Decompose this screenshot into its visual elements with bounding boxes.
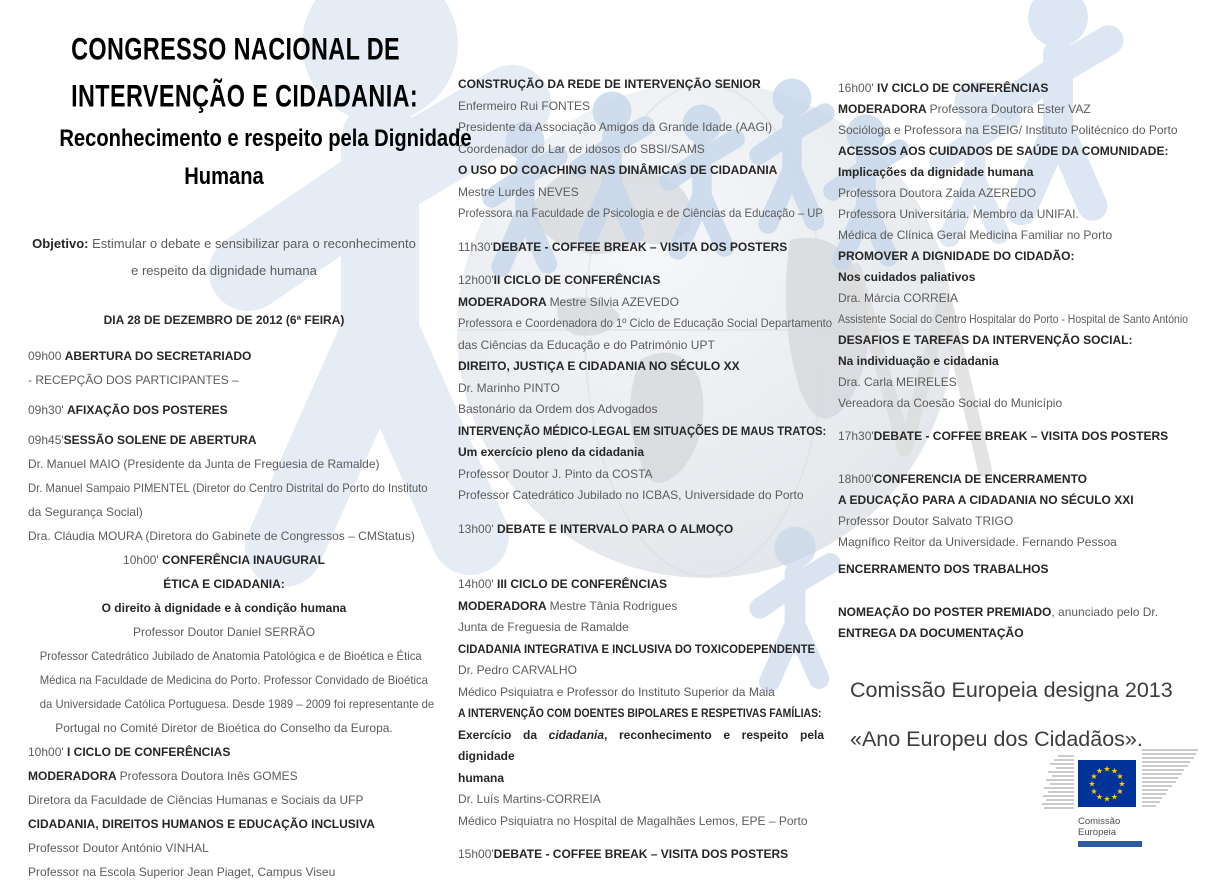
text: Bastonário da Ordem dos Advogados: [458, 402, 658, 416]
program-line: [458, 237, 824, 259]
bold-text: CIDADANIA INTEGRATIVA E INCLUSIVA DO TOXICODEPENDENTE: [458, 641, 816, 656]
text: Professora Universitária. Membro da UNIFAI.: [838, 207, 1079, 221]
program-line: [458, 182, 824, 204]
text: Humana: [184, 163, 264, 190]
program-line: [28, 716, 420, 740]
program-line: [458, 356, 824, 378]
program-line: [28, 764, 420, 788]
program-line: [28, 428, 420, 452]
text: Dr. Marinho PINTO: [458, 380, 560, 395]
program-line: [28, 524, 420, 548]
program-line: [838, 309, 1188, 330]
program-line: [458, 725, 824, 768]
bold-text: MODERADORA: [838, 102, 930, 116]
program-line: [458, 335, 824, 357]
bold-text: DESAFIOS E TAREFAS DA INTERVENÇÃO SOCIAL:: [838, 333, 1133, 347]
text: Professora e Coordenadora do 1º Ciclo de Educação Social Departamento: [458, 316, 833, 330]
program-line: [838, 559, 1218, 580]
program-line: [458, 485, 824, 507]
program-line: [39, 644, 422, 668]
text: Dra. Márcia CORREIA: [838, 291, 959, 305]
text: Junta de Freguesia de Ramalde: [458, 620, 629, 634]
bold-text: INTERVENÇÃO MÉDICO-LEGAL EM SITUAÇÕES DE MAUS TRATOS:: [458, 423, 827, 438]
program-line: [28, 398, 420, 422]
middle-column: [458, 74, 833, 866]
text: 16h00': [838, 81, 877, 95]
bold-text: AFIXAÇÃO DOS POSTERES: [67, 403, 228, 417]
text: - RECEPÇÃO DOS PARTICIPANTES –: [28, 373, 239, 387]
text: INTERVENÇÃO E CIDADANIA:: [71, 79, 419, 114]
congress-subtitle-line: [59, 158, 388, 196]
program-line: [28, 596, 420, 620]
text: Médica na Faculdade de Medicina do Porto. Professor Convidado de Bioética: [39, 673, 428, 687]
bold-text: DEBATE - COFFEE BREAK – VISITA DOS POSTERS: [873, 429, 1169, 443]
text: Professora Doutora Zaida AZEREDO: [838, 186, 1037, 200]
text: Professora Doutora Ester VAZ: [929, 102, 1091, 116]
program-line: [838, 372, 1218, 393]
svg-text:★: ★: [1103, 794, 1111, 804]
program-line: [458, 789, 824, 811]
program-line: [458, 203, 823, 225]
bold-text: ACESSOS AOS CUIDADOS DE SAÚDE DA COMUNIDADE:: [838, 144, 1169, 158]
bold-text: MODERADORA: [458, 598, 550, 613]
bold-text: III CICLO DE CONFERÊNCIAS: [497, 577, 668, 591]
text: Mestre Sílvia AZEVEDO: [549, 294, 679, 309]
program-line: [458, 96, 824, 118]
svg-text:★: ★: [1103, 764, 1111, 774]
text: Diretora da Faculdade de Ciências Humanas e Sociais da UFP: [28, 793, 364, 807]
text: das Ciências da Educação e do Património UPT: [458, 337, 715, 352]
announcement-line: [838, 666, 1218, 715]
text: Dr. Manuel Sampaio PIMENTEL (Diretor do Centro Distrital do Porto do Instituto: [28, 481, 428, 495]
bold-text: ABERTURA DO SECRETARIADO: [64, 349, 252, 363]
svg-text:★: ★: [1090, 787, 1098, 796]
svg-text:★: ★: [1095, 792, 1104, 802]
program-line: [458, 844, 824, 866]
text: 15h00': [458, 847, 494, 861]
program-line: [838, 532, 1218, 553]
text: DIA 28 DE DEZEMBRO DE 2012 (6ª FEIRA): [103, 313, 345, 327]
program-line: [458, 378, 824, 400]
program-line: [838, 183, 1218, 204]
text: CONGRESSO NACIONAL DE: [71, 32, 401, 67]
text: Estimular o debate e sensibilizar para o reconhecimento: [88, 236, 416, 251]
program-line: [838, 511, 1218, 532]
program-line: [28, 368, 420, 392]
program-line: [28, 860, 420, 884]
text: da Segurança Social): [28, 505, 143, 519]
bold-text: MODERADORA: [458, 294, 550, 309]
svg-text:★: ★: [1116, 772, 1124, 781]
program-line: [39, 692, 435, 716]
text: , anunciado pelo Dr.: [1051, 605, 1159, 619]
bold-text: A INTERVENÇÃO COM DOENTES BIPOLARES E RESPETIVAS FAMÍLIAS:: [458, 706, 822, 720]
text: 09h00: [28, 349, 65, 363]
text: Médico Psiquiatra no Hospital de Magalhães Lemos, EPE – Porto: [458, 813, 808, 828]
bold-text: CONFERÊNCIA INAUGURAL: [162, 553, 325, 567]
bold-text: Exercício da: [458, 727, 549, 742]
program-line: [28, 620, 420, 644]
program-line: [458, 811, 824, 833]
bold-text: IV CICLO DE CONFERÊNCIAS: [877, 81, 1049, 95]
bold-text: Objetivo:: [32, 236, 89, 251]
bold-text: DIREITO, JUSTIÇA E CIDADANIA NO SÉCULO XX: [458, 359, 740, 373]
text: 09h30': [28, 403, 67, 417]
program-line: [838, 225, 1218, 246]
text: e respeito da dignidade humana: [131, 263, 317, 278]
bold-text: O direito à dignidade e à condição humana: [101, 601, 347, 615]
bold-text: CONSTRUÇÃO DA REDE DE INTERVENÇÃO SENIOR: [458, 77, 761, 91]
bold-text: DEBATE - COFFEE BREAK – VISITA DOS POSTERS: [493, 847, 789, 861]
program-line: [838, 330, 1218, 351]
program-line: [28, 476, 428, 500]
ec-logo-text-line2: Europeia: [1078, 827, 1117, 838]
program-line: [28, 572, 420, 596]
text: Assistente Social do Centro Hospitalar do Porto - Hospital de Santo António: [838, 312, 1188, 326]
svg-text:★: ★: [1110, 766, 1119, 776]
objective-line: [28, 257, 420, 284]
program-line: [458, 292, 824, 314]
text: Professor Doutor J. Pinto da COSTA: [458, 466, 653, 481]
bold-text: Um exercício pleno da cidadania: [458, 445, 645, 459]
text: 11h30': [458, 239, 493, 254]
program-line: [458, 660, 824, 682]
program-line: [28, 812, 420, 836]
program-line: [838, 623, 1218, 644]
program-line: [28, 344, 420, 368]
ec-logo-underline: [1078, 841, 1142, 847]
program-line: [458, 574, 824, 596]
program-line: [39, 668, 428, 692]
text: Magnífico Reitor da Universidade. Fernando Pessoa: [838, 535, 1117, 549]
program-line: [458, 768, 824, 790]
text: Professor Catedrático Jubilado no ICBAS, Universidade do Porto: [458, 488, 804, 502]
text: 14h00': [458, 577, 497, 591]
bold-text: II CICLO DE CONFERÊNCIAS: [493, 273, 661, 287]
bold-text: A EDUCAÇÃO PARA A CIDADANIA NO SÉCULO XXI: [838, 493, 1134, 507]
text: Reconhecimento e respeito pela Dignidade: [59, 125, 472, 152]
svg-text:★: ★: [1116, 787, 1124, 796]
text: 09h45': [28, 433, 64, 447]
text: Mestre Tânia Rodrigues: [549, 598, 678, 613]
text: 13h00': [458, 521, 497, 536]
congress-title-line: [71, 25, 401, 74]
program-line: [458, 421, 827, 443]
program-line: [458, 682, 824, 704]
program-line: [458, 399, 824, 421]
bold-text: humana: [458, 770, 505, 785]
program-line: [838, 426, 1218, 447]
program-line: [838, 162, 1218, 183]
ec-building-lines-left: [1042, 756, 1074, 808]
text: da Universidade Católica Portuguesa. Desde 1989 – 2009 foi representante de: [39, 697, 435, 711]
text: Mestre Lurdes NEVES: [458, 184, 579, 199]
program-line: [28, 740, 420, 764]
ec-building-lines-right: [1142, 750, 1198, 806]
program-line: [838, 267, 1218, 288]
program-line: [458, 596, 824, 618]
text: Socióloga e Professora na ESEIG/ Instituto Politécnico do Porto: [838, 123, 1178, 137]
text: Dra. Carla MEIRELES: [838, 375, 957, 389]
program-line: [458, 117, 824, 139]
svg-text:★: ★: [1088, 779, 1096, 789]
text: Professor na Escola Superior Jean Piaget, Campus Viseu: [28, 865, 336, 879]
text: Professor Doutor Daniel SERRÃO: [132, 625, 316, 639]
bold-text: MODERADORA: [28, 769, 120, 783]
bold-text: Implicações da dignidade humana: [838, 165, 1034, 179]
program-line: [458, 313, 833, 335]
ec-logo-graphic: [1038, 744, 1208, 860]
text: Portugal no Comité Diretor de Bioética do Conselho da Europa.: [55, 721, 393, 735]
program-line: [458, 139, 824, 161]
text: Dra. Cláudia MOURA (Diretora do Gabinete de Congressos – CMStatus): [28, 529, 415, 543]
text: Dr. Luís Martins-CORREIA: [458, 792, 601, 806]
program-line: [28, 452, 420, 476]
program-line: [458, 464, 824, 486]
bold-text: ENTREGA DA DOCUMENTAÇÃO: [838, 626, 1024, 640]
text: Comissão Europeia designa 2013: [850, 678, 1173, 702]
objective-line: [28, 230, 420, 257]
bold-text: PROMOVER A DIGNIDADE DO CIDADÃO:: [838, 249, 1075, 263]
bold-text: ENCERRAMENTO DOS TRABALHOS: [838, 562, 1049, 576]
text: 12h00': [458, 273, 494, 287]
program-line: [838, 602, 1218, 623]
text: Professor Doutor António VINHAL: [28, 841, 209, 855]
left-column: [28, 26, 472, 884]
bold-text: , reconhecimento e respeito pela dignidade: [458, 727, 824, 763]
program-line: [458, 519, 824, 541]
program-line: [838, 393, 1218, 414]
program-line: [458, 74, 824, 96]
text: Professor Doutor Salvato TRIGO: [838, 514, 1014, 528]
program-line: [838, 141, 1218, 162]
program-line: [838, 351, 1218, 372]
bold-text: NOMEAÇÃO DO POSTER PREMIADO: [838, 605, 1052, 619]
program-line: [838, 99, 1218, 120]
text: Vereadora da Coesão Social do Município: [838, 396, 1063, 410]
bold-text: Na individuação e cidadania: [838, 354, 999, 368]
text: Coordenador do Lar de idosos do SBSI/SAMS: [458, 141, 705, 156]
text: Dr. Pedro CARVALHO: [458, 663, 577, 677]
program-line: [838, 469, 1218, 490]
bold-text: ÉTICA E CIDADANIA:: [163, 577, 285, 591]
program-line: [838, 120, 1218, 141]
congress-subtitle-line: [59, 120, 472, 158]
bold-text: I CICLO DE CONFERÊNCIAS: [67, 745, 231, 759]
bold-text: CIDADANIA, DIREITOS HUMANOS E EDUCAÇÃO INCLUSIVA: [28, 817, 375, 831]
svg-text:★: ★: [1118, 779, 1126, 789]
program-line: [28, 788, 420, 812]
text: 18h00': [838, 472, 874, 486]
program-line: [28, 500, 420, 524]
bold-text: Nos cuidados paliativos: [838, 270, 976, 284]
program-line: [838, 204, 1218, 225]
bold-text: DEBATE - COFFEE BREAK – VISITA DOS POSTERS: [492, 239, 788, 254]
text: Médico Psiquiatra e Professor do Instituto Superior da Maia: [458, 684, 775, 699]
ec-logo-text-line1: Comissão: [1078, 816, 1121, 827]
text: Professora na Faculdade de Psicologia e de Ciências da Educação – UP: [458, 206, 823, 220]
text: Professor Catedrático Jubilado de Anatomia Patológica e de Bioética e Ética: [39, 649, 422, 663]
program-line: [28, 548, 420, 572]
right-column: [838, 78, 1218, 764]
program-line: [838, 246, 1218, 267]
program-line: [458, 617, 824, 639]
european-commission-logo: [1038, 744, 1208, 865]
program-line: [838, 288, 1218, 309]
program-line: [838, 490, 1218, 511]
svg-text:★: ★: [1110, 792, 1119, 802]
text: Professora Doutora Inês GOMES: [119, 769, 298, 783]
svg-text:★: ★: [1095, 766, 1104, 776]
svg-text:★: ★: [1090, 772, 1098, 781]
text: Médica de Clínica Geral Medicina Familiar no Porto: [838, 228, 1113, 242]
program-line: [28, 836, 420, 860]
text: 10h00': [28, 745, 67, 759]
text: Dr. Manuel MAIO (Presidente da Junta de Freguesia de Ramalde): [28, 457, 380, 471]
bold-text: cidadania: [548, 727, 605, 742]
text: Presidente da Associação Amigos da Grande Idade (AAGI): [458, 120, 773, 134]
program-line: [838, 78, 1218, 99]
congress-title-line: [71, 72, 419, 121]
bold-text: CONFERENCIA DE ENCERRAMENTO: [873, 472, 1088, 486]
program-line: [458, 160, 824, 182]
program-line: [458, 270, 824, 292]
bold-text: SESSÃO SOLENE DE ABERTURA: [63, 433, 257, 447]
bold-text: O USO DO COACHING NAS DINÂMICAS DE CIDADANIA: [458, 163, 778, 177]
text: Enfermeiro Rui FONTES: [458, 98, 591, 113]
bold-text: DEBATE E INTERVALO PARA O ALMOÇO: [497, 521, 734, 536]
event-date: [28, 308, 420, 332]
text: «Ano Europeu dos Cidadãos».: [850, 727, 1143, 751]
program-line: [458, 703, 822, 725]
text: 17h30': [838, 429, 874, 443]
program-line: [458, 639, 816, 661]
text: 10h00': [123, 553, 163, 567]
program-line: [458, 442, 824, 464]
